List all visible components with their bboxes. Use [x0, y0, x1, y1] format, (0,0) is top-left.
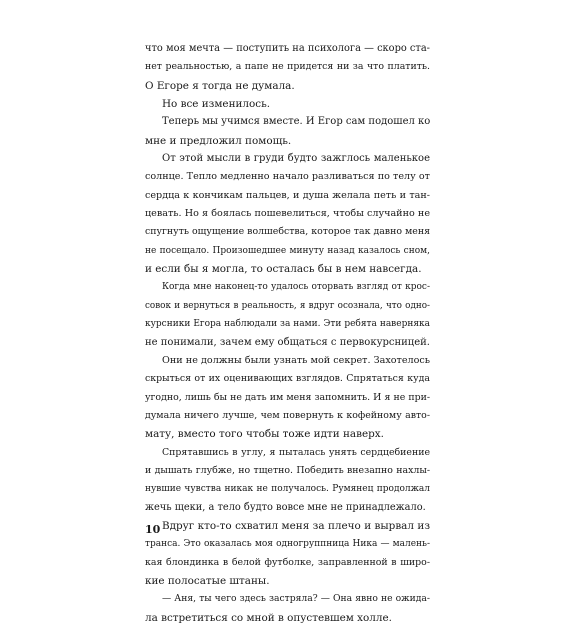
text-line: цевать. Но я боялась пошевелиться, чтобы случайно не: [145, 208, 430, 220]
text-line: Теперь мы учимся вместе. И Егор сам подошел ко: [162, 116, 430, 128]
text-line: и дышать глубже, но тщетно. Победить внезапно нахлы-: [145, 464, 430, 476]
text-line: нет реальностью, а папе не придется ни за что платить.: [145, 61, 430, 73]
text-line: сердца к кончикам пальцев, и душа желала петь и тан-: [145, 189, 430, 201]
text-line: совок и вернуться в реальность, я вдруг осознала, что одно-: [145, 300, 430, 311]
text-line: Они не должны были узнать мой секрет. Захотелось: [162, 354, 430, 366]
text-line: жечь щеки, а тело будто вовсе мне не принадлежало.: [145, 501, 426, 513]
text-line: Но все изменилось.: [162, 98, 271, 111]
text-line: и если бы я могла, то осталась бы в нем навсегда.: [145, 263, 422, 276]
text-line: Вдруг кто-то схватил меня за плечо и вырвал из: [162, 519, 430, 532]
text-line: не понимали, зачем ему общаться с первокурсницей.: [145, 336, 430, 348]
text-line: Когда мне наконец-то удалось оторвать взгляд от крос-: [162, 282, 430, 293]
text-line: От этой мысли в груди будто зажглось маленькое: [162, 153, 430, 165]
body-text: [145, 40, 430, 627]
text-line: нувшие чувства никак не получалось. Румянец продолжал: [145, 484, 430, 495]
text-line: О Егоре я тогда не думала.: [145, 79, 295, 92]
text-line: — Аня, ты чего здесь застряла? — Она явно не ожида-: [162, 593, 430, 605]
text-line: спугнуть ощущение волшебства, которое так давно меня: [145, 226, 430, 238]
text-line: транса. Это оказалась моя одногруппница Ника — малень-: [145, 539, 430, 550]
text-line: думала ничего лучше, чем повернуть к кофейному авто-: [145, 409, 430, 421]
text-line: угодно, лишь бы не дать им меня запомнить. И я не при-: [145, 391, 430, 403]
text-line: курсники Егора наблюдали за нами. Эти ребята наверняка: [145, 319, 430, 330]
text-line: кие полосатые штаны.: [145, 574, 270, 587]
text-line: ла встретиться со мной в опустевшем холле.: [145, 611, 392, 624]
text-line: солнце. Тепло медленно начало разливаться по телу от: [145, 171, 430, 183]
page-number: 10: [145, 523, 161, 536]
text-line: кая блондинка в белой футболке, заправленной в широ-: [145, 556, 430, 568]
text-line: мне и предложил помощь.: [145, 134, 292, 147]
text-line: мату, вместо того чтобы тоже идти наверх.: [145, 428, 384, 441]
text-line: что моя мечта — поступить на психолога — скоро ста-: [145, 43, 430, 54]
text-line: не посещало. Произошедшее минуту назад казалось сном,: [145, 245, 430, 256]
text-line: скрыться от их оценивающих взглядов. Спрятаться куда: [145, 373, 430, 385]
text-line: Спрятавшись в углу, я пыталась унять сердцебиение: [162, 446, 430, 458]
